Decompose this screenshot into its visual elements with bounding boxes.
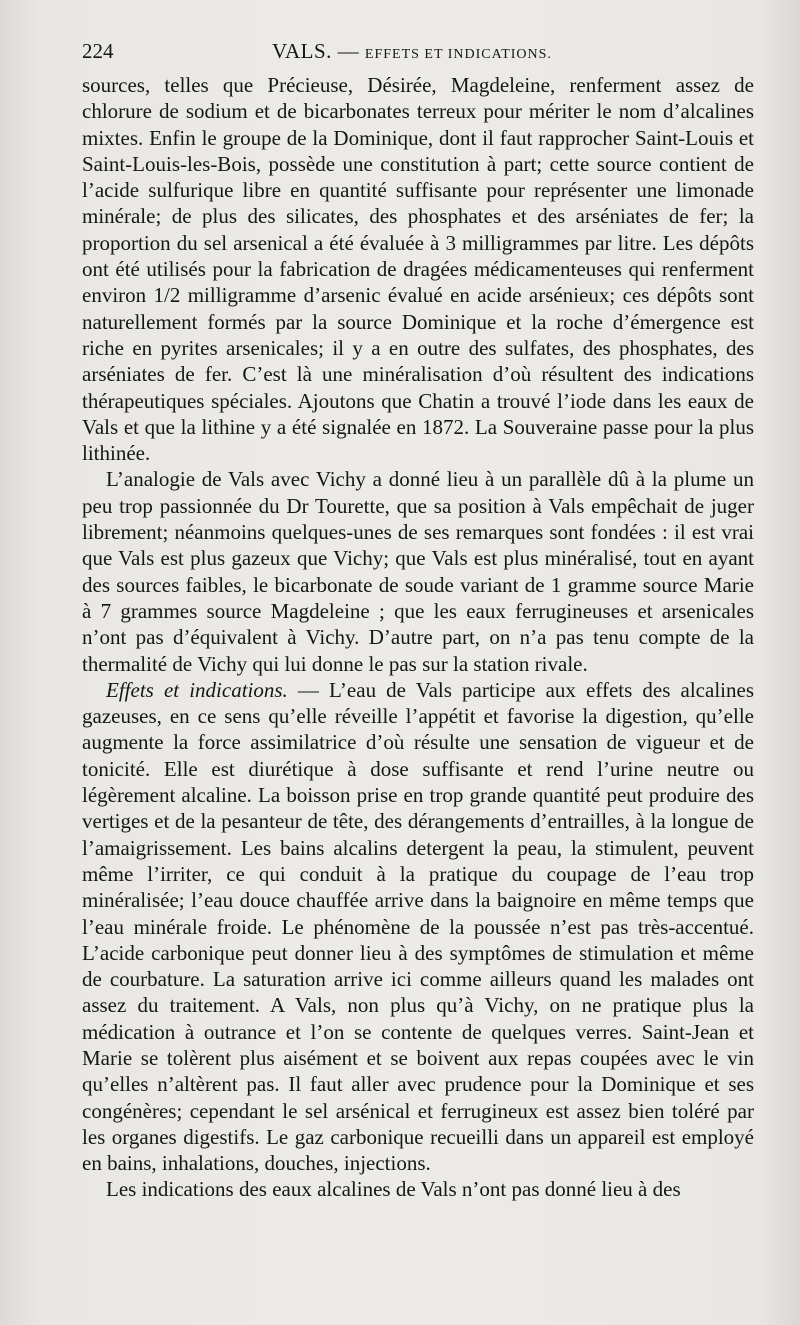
page-number: 224 [82, 39, 114, 63]
running-head [82, 36, 754, 66]
paragraph-indications-start: Les indications des eaux alcalines de Vals n’ont pas donné lieu à des [106, 1177, 681, 1202]
running-title-main: VALS. [272, 39, 332, 63]
paragraph-vals-vichy-analogy: L’analogie de Vals avec Vichy a donné lieu à un parallèle dû à la plume un peu trop passionnée du Dr Tourette, que sa position à Vals empêchait de juger librement; néanmoins quelques-unes de ses remarques sont fondées : il est vrai que Vals est plus gazeux que Vichy; que Vals est plus minéralisé, tout en ayant des sources faibles, le bicarbonate de soude variant de 1 gramme source Marie à 7 grammes source Magdeleine ; que les eaux ferrugineuses et arsenicales n’ont pas d’équivalent à Vichy. D’autre part, on n’a pas tenu compte de la thermalité de Vichy qui lui donne le pas sur la station rivale. [82, 467, 754, 676]
running-title [272, 36, 552, 70]
running-title-separator: — [337, 39, 360, 63]
section-lead-heading: Effets et indications. [106, 677, 288, 702]
paragraph-effets-et-indications [82, 677, 754, 1177]
body-text [82, 72, 754, 1203]
paragraph-continuation: sources, telles que Précieuse, Désirée, Magdeleine, renferment assez de chlorure de sodium et de bicarbonates terreux pour mériter le nom d’alcalines mixtes. Enfin le groupe de la Dominique, dont il faut rapprocher Saint-Louis et Saint-Louis-les-Bois, possède une constitution à part; cette source contient de l’acide sulfurique libre en quantité suffisante pour représenter une limonade minérale; de plus des silicates, des phosphates et des arséniates de fer; la proportion du sel arsenical a été évaluée à 3 milligrammes par litre. Les dépôts ont été utilisés pour la fabrication de dragées médicamenteuses qui renferment environ 1/2 milligramme d’arsenic évalué en acide arsénieux; ces dépôts sont naturellement formés par la source Dominique et la roche d’émergence est riche en pyrites arsenicales; il y a en outre des sulfates, des phosphates, des arséniates de fer. C’est là une minéralisation d’où résultent des indications thérapeutiques spéciales. Ajoutons que Chatin a trouvé l’iode dans les eaux de Vals et que la lithine y a été signalée en 1872. La Souveraine passe pour la plus lithinée. [82, 73, 754, 466]
running-title-section: EFFETS ET INDICATIONS. [364, 47, 552, 62]
paragraph-effets-body: — L’eau de Vals participe aux effets des alcalines gazeuses, en ce sens qu’elle réveille l’appétit et favorise la digestion, qu’elle augmente la force assimilatrice d’où résulte une sensation de vigueur et de tonicité. Elle est diurétique à dose suffisante et rend l’urine neutre ou légèrement alcaline. La boisson prise en trop grande quantité peut produire des vertiges et de la pesanteur de tête, des dérangements d’entrailles, à la longue de l’amaigrissement. Les bains alcalins detergent la peau, la stimulent, peuvent même l’irriter, ce qui conduit à la pratique du coupage de l’eau trop minéralisée; l’eau douce chauffée arrive dans la baignoire en même temps que l’eau minérale froide. Le phénomène de la poussée n’est pas très-accentué. L’acide carbonique peut donner lieu à des symptômes de stimulation et même de courbature. La saturation arrive ici comme ailleurs quand les malades ont assez du traitement. A Vals, non plus qu’à Vichy, on ne pratique plus la médication à outrance et l’on se contente de quelques verres. Saint-Jean et Marie se tolèrent plus aisément et se boivent aux repas coupées avec le vin qu’elles n’altèrent pas. Il faut aller avec prudence pour la Dominique et ses congénères; cependant le sel arsénical et ferrugineux est assez bien toléré par les organes digestifs. Le gaz carbonique recueilli dans un appareil est employé en bains, inhalations, douches, injections. [82, 677, 754, 1176]
